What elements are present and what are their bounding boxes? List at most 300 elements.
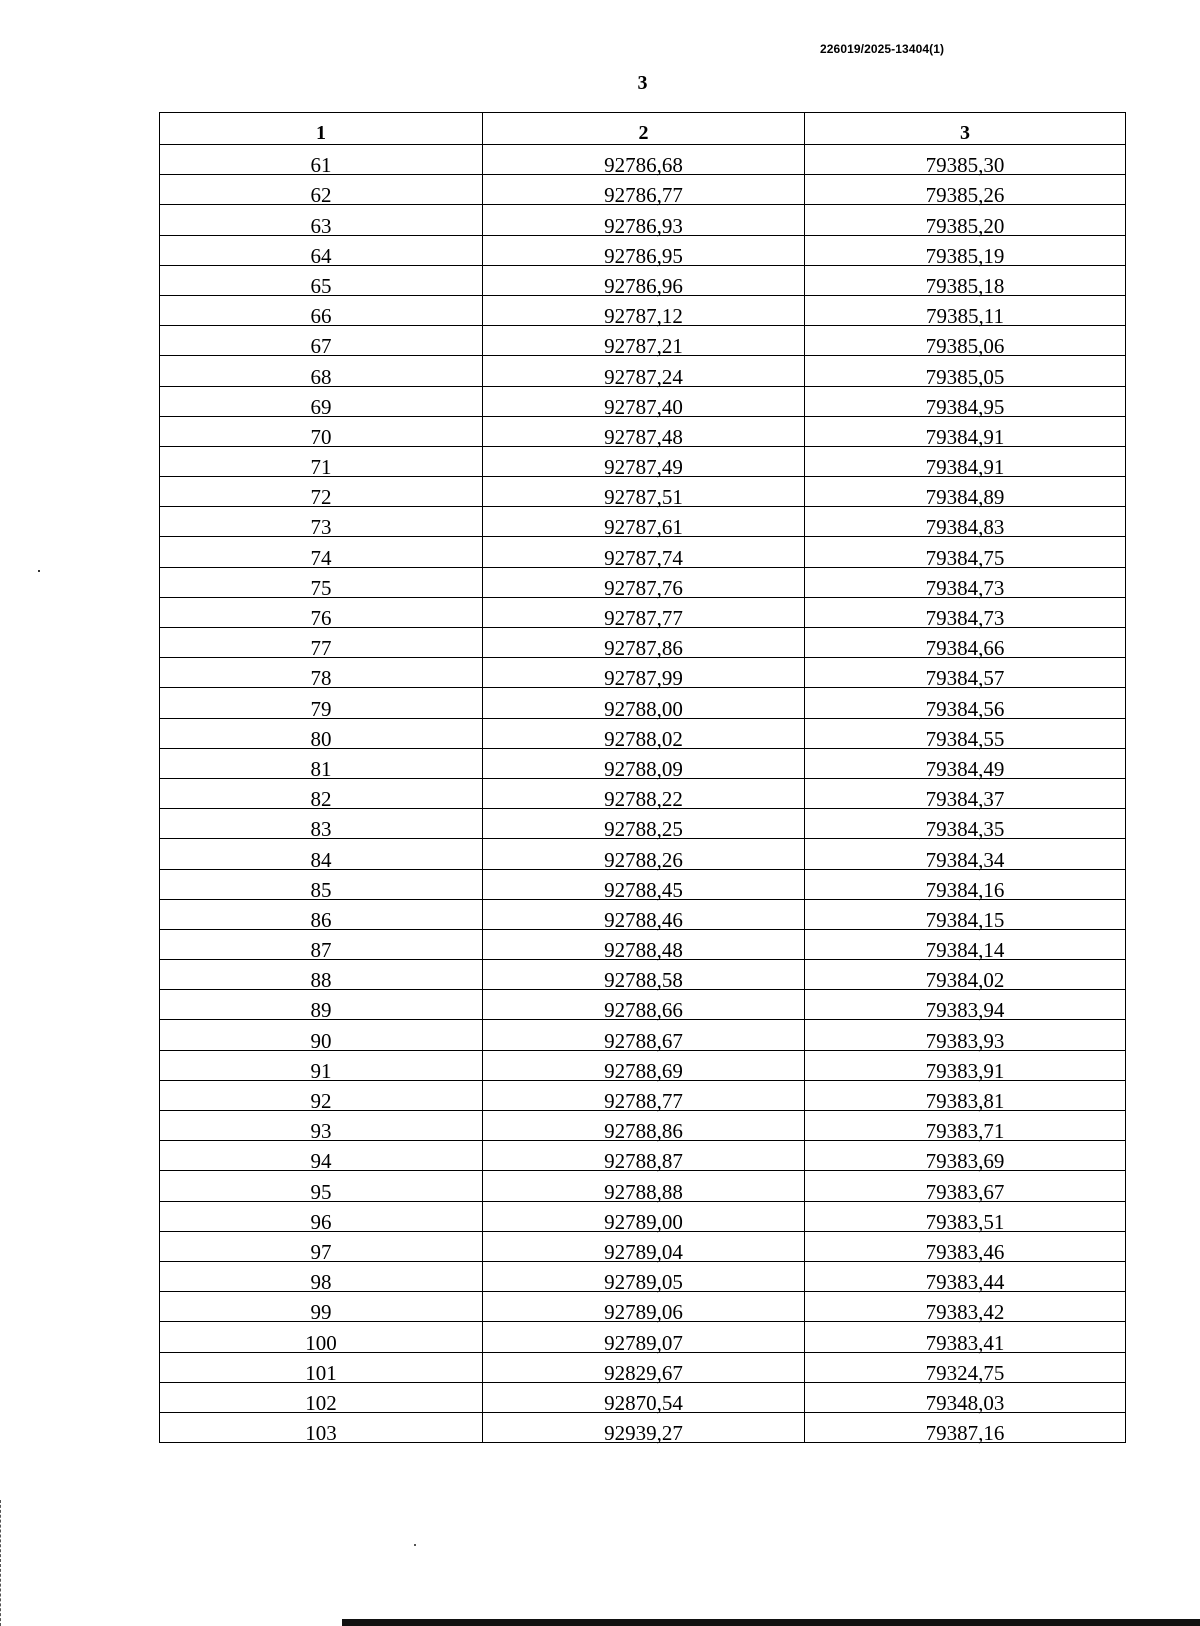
table-row <box>160 1020 1126 1050</box>
cell-value: 79387,16 <box>925 1421 1005 1446</box>
cell-value: 79384,16 <box>925 877 1005 902</box>
table-cell-col-3 <box>805 1231 1126 1264</box>
cell-value: 92788,22 <box>604 787 683 812</box>
table-cell-col-1 <box>160 265 483 298</box>
scan-speck <box>414 1544 416 1546</box>
table-row <box>160 1141 1126 1171</box>
table-cell-col-2 <box>483 205 805 238</box>
table-cell-col-1 <box>160 1352 483 1385</box>
table-row <box>160 1352 1126 1382</box>
document-id: 226019/2025-13404(1) <box>820 42 945 56</box>
cell-value: 79383,69 <box>925 1149 1005 1174</box>
table-cell-col-2 <box>483 1322 805 1355</box>
table-cell-col-1 <box>160 597 483 630</box>
cell-value: 86 <box>310 907 332 932</box>
table-cell-col-1 <box>160 899 483 932</box>
table-cell-col-1 <box>160 658 483 691</box>
cell-value: 79384,66 <box>925 636 1005 661</box>
table-cell-col-3 <box>805 1080 1126 1113</box>
table-cell-col-2 <box>483 1382 805 1415</box>
table-cell-col-3 <box>805 1171 1126 1204</box>
cell-value: 89 <box>310 998 332 1023</box>
cell-value: 79384,83 <box>925 515 1005 540</box>
cell-value: 92939,27 <box>604 1421 683 1446</box>
table-cell-col-3 <box>805 145 1126 178</box>
table-cell-col-3 <box>805 567 1126 600</box>
table-cell-col-2 <box>483 748 805 781</box>
cell-value: 79384,91 <box>925 455 1005 480</box>
table-cell-col-3 <box>805 869 1126 902</box>
table-cell-col-1 <box>160 809 483 842</box>
cell-value: 79383,42 <box>925 1300 1005 1325</box>
table-cell-col-1 <box>160 628 483 661</box>
table-cell-col-1 <box>160 1141 483 1174</box>
table-row <box>160 326 1126 356</box>
table-cell-col-3 <box>805 1201 1126 1234</box>
cell-value: 92829,67 <box>604 1360 683 1385</box>
cell-value: 92787,49 <box>604 455 683 480</box>
table-cell-col-2 <box>483 778 805 812</box>
table-cell-col-2 <box>483 386 805 419</box>
table-cell-col-2 <box>483 718 805 751</box>
cell-value: 92788,66 <box>604 998 683 1023</box>
cell-value: 97 <box>310 1239 332 1264</box>
cell-value: 92788,87 <box>604 1149 683 1174</box>
table-row <box>160 386 1126 416</box>
cell-value: 79383,51 <box>925 1209 1005 1234</box>
table-cell-col-3 <box>805 1141 1126 1174</box>
table-cell-col-3 <box>805 597 1126 630</box>
table-cell-col-3 <box>805 658 1126 691</box>
table-cell-col-1 <box>160 567 483 600</box>
table-cell-col-1 <box>160 1412 483 1446</box>
cell-value: 61 <box>310 153 332 178</box>
cell-value: 100 <box>305 1330 337 1355</box>
table-row <box>160 145 1126 175</box>
table-cell-col-1 <box>160 718 483 751</box>
table-row <box>160 1201 1126 1231</box>
cell-value: 92789,05 <box>604 1270 683 1295</box>
table-cell-col-3 <box>805 1412 1126 1446</box>
table-cell-col-2 <box>483 1261 805 1295</box>
cell-value: 92787,86 <box>604 636 683 661</box>
cell-value: 92788,69 <box>604 1058 683 1083</box>
table-row <box>160 507 1126 537</box>
table-cell-col-3 <box>805 265 1126 298</box>
table-cell-col-1 <box>160 778 483 812</box>
table-cell-col-2 <box>483 1231 805 1264</box>
table-cell-col-2 <box>483 507 805 540</box>
table-cell-col-2 <box>483 1201 805 1234</box>
table-header <box>160 113 1126 145</box>
table-cell-col-1 <box>160 386 483 419</box>
header-row <box>160 113 1126 145</box>
scan-edge-mark <box>0 1500 3 1626</box>
table-cell-col-1 <box>160 960 483 993</box>
table-row <box>160 597 1126 627</box>
table-cell-col-1 <box>160 145 483 178</box>
cell-value: 92870,54 <box>604 1390 683 1415</box>
table-cell-col-1 <box>160 1050 483 1083</box>
table-row <box>160 839 1126 869</box>
cell-value: 67 <box>310 334 332 359</box>
table-row <box>160 265 1126 295</box>
cell-value: 92788,26 <box>604 847 683 872</box>
table-cell-col-3 <box>805 1261 1126 1295</box>
table-cell-col-3 <box>805 688 1126 721</box>
cell-value: 79385,26 <box>925 183 1005 208</box>
table-cell-col-3 <box>805 416 1126 449</box>
cell-value: 103 <box>305 1421 337 1446</box>
cell-value: 101 <box>305 1360 337 1385</box>
cell-value: 79348,03 <box>925 1390 1005 1415</box>
table-row <box>160 1292 1126 1322</box>
table-cell-col-3 <box>805 1050 1126 1083</box>
cell-value: 92788,48 <box>604 938 683 963</box>
table-cell-col-2 <box>483 869 805 902</box>
table-cell-col-1 <box>160 869 483 902</box>
table-cell-col-1 <box>160 477 483 510</box>
table-cell-col-2 <box>483 416 805 449</box>
page-number: 3 <box>637 72 648 94</box>
table-row <box>160 869 1126 899</box>
table-row <box>160 1050 1126 1080</box>
cell-value: 79385,05 <box>925 364 1005 389</box>
table-cell-col-1 <box>160 1080 483 1113</box>
cell-value: 79383,67 <box>925 1179 1005 1204</box>
cell-value: 78 <box>310 666 332 691</box>
table-cell-col-3 <box>805 1020 1126 1053</box>
table-cell-col-1 <box>160 839 483 872</box>
table-row <box>160 446 1126 476</box>
cell-value: 79 <box>310 696 332 721</box>
cell-value: 79384,02 <box>925 968 1005 993</box>
table-cell-col-1 <box>160 688 483 721</box>
cell-value: 92787,99 <box>604 666 683 691</box>
table-cell-col-3 <box>805 899 1126 932</box>
table-cell-col-2 <box>483 477 805 510</box>
table-cell-col-1 <box>160 235 483 268</box>
table-cell-col-3 <box>805 1111 1126 1144</box>
table-cell-col-2 <box>483 446 805 480</box>
table-cell-col-3 <box>805 1352 1126 1385</box>
table-cell-col-1 <box>160 326 483 359</box>
table-cell-col-2 <box>483 326 805 359</box>
cell-value: 92786,95 <box>604 243 683 268</box>
cell-value: 92788,09 <box>604 756 683 781</box>
table-cell-col-2 <box>483 265 805 298</box>
table-row <box>160 718 1126 748</box>
cell-value: 102 <box>305 1390 337 1415</box>
cell-value: 79385,11 <box>926 304 1004 329</box>
table-cell-col-3 <box>805 537 1126 570</box>
table-cell-col-2 <box>483 1050 805 1083</box>
table-cell-col-3 <box>805 929 1126 963</box>
cell-value: 79384,75 <box>925 545 1005 570</box>
cell-value: 92788,58 <box>604 968 683 993</box>
cell-value: 92787,40 <box>604 394 683 419</box>
table-cell-col-1 <box>160 537 483 570</box>
table-row <box>160 658 1126 688</box>
cell-value: 70 <box>310 424 332 449</box>
cell-value: 92787,76 <box>604 575 683 600</box>
table-cell-col-1 <box>160 1292 483 1325</box>
cell-value: 83 <box>310 817 332 842</box>
cell-value: 81 <box>310 756 332 781</box>
cell-value: 92788,46 <box>604 907 683 932</box>
cell-value: 92787,21 <box>604 334 683 359</box>
table-cell-col-3 <box>805 235 1126 268</box>
table-cell-col-1 <box>160 990 483 1023</box>
cell-value: 75 <box>310 575 332 600</box>
table-row <box>160 809 1126 839</box>
cell-value: 79383,94 <box>925 998 1005 1023</box>
table-cell-col-3 <box>805 386 1126 419</box>
cell-value: 87 <box>310 938 332 963</box>
table-row <box>160 1322 1126 1352</box>
cell-value: 72 <box>310 485 332 510</box>
cell-value: 73 <box>310 515 332 540</box>
table-cell-col-2 <box>483 688 805 721</box>
table-cell-col-1 <box>160 295 483 329</box>
cell-value: 63 <box>310 213 332 238</box>
table-cell-col-3 <box>805 990 1126 1023</box>
cell-value: 92789,00 <box>604 1209 683 1234</box>
table-cell-col-2 <box>483 628 805 661</box>
table-cell-col-3 <box>805 1382 1126 1415</box>
scan-bottom-edge <box>342 1619 1200 1626</box>
table-row <box>160 688 1126 718</box>
table-cell-col-1 <box>160 356 483 389</box>
table-cell-col-2 <box>483 597 805 630</box>
table-cell-col-2 <box>483 175 805 208</box>
cell-value: 92789,06 <box>604 1300 683 1325</box>
cell-value: 79384,14 <box>925 938 1005 963</box>
table-cell-col-1 <box>160 929 483 963</box>
cell-value: 93 <box>310 1119 332 1144</box>
cell-value: 65 <box>310 273 332 298</box>
table-cell-col-1 <box>160 205 483 238</box>
table-cell-col-3 <box>805 748 1126 781</box>
table-cell-col-3 <box>805 718 1126 751</box>
table-cell-col-2 <box>483 929 805 963</box>
cell-value: 68 <box>310 364 332 389</box>
cell-value: 92788,00 <box>604 696 683 721</box>
table-cell-col-2 <box>483 1020 805 1053</box>
table-cell-col-2 <box>483 295 805 329</box>
cell-value: 79384,89 <box>925 485 1005 510</box>
cell-value: 92789,07 <box>604 1330 683 1355</box>
table-cell-col-3 <box>805 326 1126 359</box>
table-row <box>160 1382 1126 1412</box>
table-cell-col-3 <box>805 1292 1126 1325</box>
table-cell-col-3 <box>805 175 1126 208</box>
cell-value: 98 <box>310 1270 332 1295</box>
column-header-1: 1 <box>160 113 483 145</box>
table-cell-col-1 <box>160 1231 483 1264</box>
cell-value: 92786,96 <box>604 273 683 298</box>
table-row <box>160 1412 1126 1442</box>
cell-value: 79384,91 <box>925 424 1005 449</box>
table-cell-col-2 <box>483 1111 805 1144</box>
table-row <box>160 628 1126 658</box>
table-row <box>160 899 1126 929</box>
table-cell-col-2 <box>483 990 805 1023</box>
cell-value: 92788,02 <box>604 726 683 751</box>
cell-value: 90 <box>310 1028 332 1053</box>
cell-value: 92786,77 <box>604 183 683 208</box>
table-cell-col-2 <box>483 537 805 570</box>
table-row <box>160 235 1126 265</box>
column-header-3: 3 <box>805 113 1126 145</box>
table-body <box>160 145 1126 1446</box>
cell-value: 79384,95 <box>925 394 1005 419</box>
cell-value: 79385,19 <box>925 243 1005 268</box>
table-cell-col-3 <box>805 446 1126 480</box>
cell-value: 92788,77 <box>604 1089 683 1113</box>
cell-value: 69 <box>310 394 332 419</box>
table-cell-col-2 <box>483 658 805 691</box>
table-cell-col-1 <box>160 446 483 480</box>
cell-value: 85 <box>310 877 332 902</box>
table-cell-col-3 <box>805 809 1126 842</box>
table-cell-col-1 <box>160 1020 483 1053</box>
cell-value: 66 <box>310 304 332 329</box>
cell-value: 79383,91 <box>925 1058 1005 1083</box>
cell-value: 92787,24 <box>604 364 683 389</box>
table-cell-col-2 <box>483 960 805 993</box>
table-row <box>160 1111 1126 1141</box>
table-row <box>160 1080 1126 1110</box>
cell-value: 92788,88 <box>604 1179 683 1204</box>
cell-value: 79383,41 <box>925 1330 1005 1355</box>
cell-value: 79324,75 <box>925 1360 1005 1385</box>
table-cell-col-2 <box>483 1352 805 1385</box>
cell-value: 92 <box>310 1089 332 1113</box>
table-row <box>160 416 1126 446</box>
cell-value: 92787,74 <box>604 545 683 570</box>
cell-value: 92787,12 <box>604 304 683 329</box>
column-header-2: 2 <box>483 113 805 145</box>
table-cell-col-3 <box>805 477 1126 510</box>
table-cell-col-2 <box>483 1171 805 1204</box>
cell-value: 91 <box>310 1058 332 1083</box>
cell-value: 79383,71 <box>925 1119 1005 1144</box>
cell-value: 79383,93 <box>925 1028 1005 1053</box>
table-cell-col-2 <box>483 235 805 268</box>
cell-value: 79385,06 <box>925 334 1005 359</box>
cell-value: 84 <box>310 847 332 872</box>
cell-value: 92788,25 <box>604 817 683 842</box>
cell-value: 77 <box>310 636 332 661</box>
cell-value: 79384,49 <box>925 756 1005 781</box>
cell-value: 62 <box>310 183 332 208</box>
cell-value: 79385,18 <box>925 273 1005 298</box>
cell-value: 79384,73 <box>925 606 1005 630</box>
cell-value: 79384,55 <box>925 726 1005 751</box>
cell-value: 88 <box>310 968 332 993</box>
cell-value: 94 <box>310 1149 332 1174</box>
table-row <box>160 477 1126 507</box>
table-cell-col-2 <box>483 1141 805 1174</box>
coordinates-table <box>159 112 1126 1446</box>
table-cell-col-2 <box>483 1292 805 1325</box>
table-row <box>160 567 1126 597</box>
table-cell-col-2 <box>483 145 805 178</box>
table-row <box>160 356 1126 386</box>
table-cell-col-2 <box>483 567 805 600</box>
cell-value: 92786,93 <box>604 213 683 238</box>
table-cell-col-3 <box>805 205 1126 238</box>
cell-value: 92788,86 <box>604 1119 683 1144</box>
table-cell-col-2 <box>483 356 805 389</box>
cell-value: 79384,35 <box>925 817 1005 842</box>
scan-speck <box>38 570 40 572</box>
table-cell-col-1 <box>160 416 483 449</box>
table-row <box>160 537 1126 567</box>
table-row <box>160 205 1126 235</box>
cell-value: 99 <box>310 1300 332 1325</box>
table-cell-col-1 <box>160 175 483 208</box>
table-row <box>160 1261 1126 1291</box>
cell-value: 79384,34 <box>925 847 1005 872</box>
cell-value: 96 <box>310 1209 332 1234</box>
cell-value: 74 <box>310 545 332 570</box>
cell-value: 76 <box>310 606 332 630</box>
table-cell-col-3 <box>805 507 1126 540</box>
table-cell-col-2 <box>483 1412 805 1446</box>
cell-value: 92786,68 <box>604 153 683 178</box>
table-row <box>160 990 1126 1020</box>
cell-value: 92788,45 <box>604 877 683 902</box>
table-row <box>160 175 1126 205</box>
cell-value: 79384,73 <box>925 575 1005 600</box>
cell-value: 79385,30 <box>925 153 1005 178</box>
table-cell-col-2 <box>483 839 805 872</box>
table-cell-col-1 <box>160 1261 483 1295</box>
table-row <box>160 960 1126 990</box>
table-cell-col-1 <box>160 507 483 540</box>
table-row <box>160 1231 1126 1261</box>
cell-value: 92787,48 <box>604 424 683 449</box>
cell-value: 79383,44 <box>925 1270 1005 1295</box>
cell-value: 71 <box>310 455 332 480</box>
table-row <box>160 295 1126 325</box>
table-cell-col-3 <box>805 778 1126 812</box>
cell-value: 92787,51 <box>604 485 683 510</box>
table-cell-col-2 <box>483 899 805 932</box>
table-cell-col-3 <box>805 839 1126 872</box>
table-row <box>160 748 1126 778</box>
table-cell-col-1 <box>160 1322 483 1355</box>
table-cell-col-1 <box>160 1201 483 1234</box>
table-cell-col-3 <box>805 960 1126 993</box>
table-cell-col-1 <box>160 1111 483 1144</box>
table-row <box>160 1171 1126 1201</box>
table-cell-col-2 <box>483 1080 805 1113</box>
cell-value: 80 <box>310 726 332 751</box>
cell-value: 79384,57 <box>925 666 1005 691</box>
cell-value: 79383,81 <box>925 1089 1005 1113</box>
table-cell-col-1 <box>160 1382 483 1415</box>
table-cell-col-3 <box>805 356 1126 389</box>
cell-value: 79385,20 <box>925 213 1005 238</box>
cell-value: 79383,46 <box>925 1239 1005 1264</box>
cell-value: 79384,37 <box>925 787 1005 812</box>
cell-value: 92788,67 <box>604 1028 683 1053</box>
cell-value: 95 <box>310 1179 332 1204</box>
cell-value: 79384,56 <box>925 696 1005 721</box>
